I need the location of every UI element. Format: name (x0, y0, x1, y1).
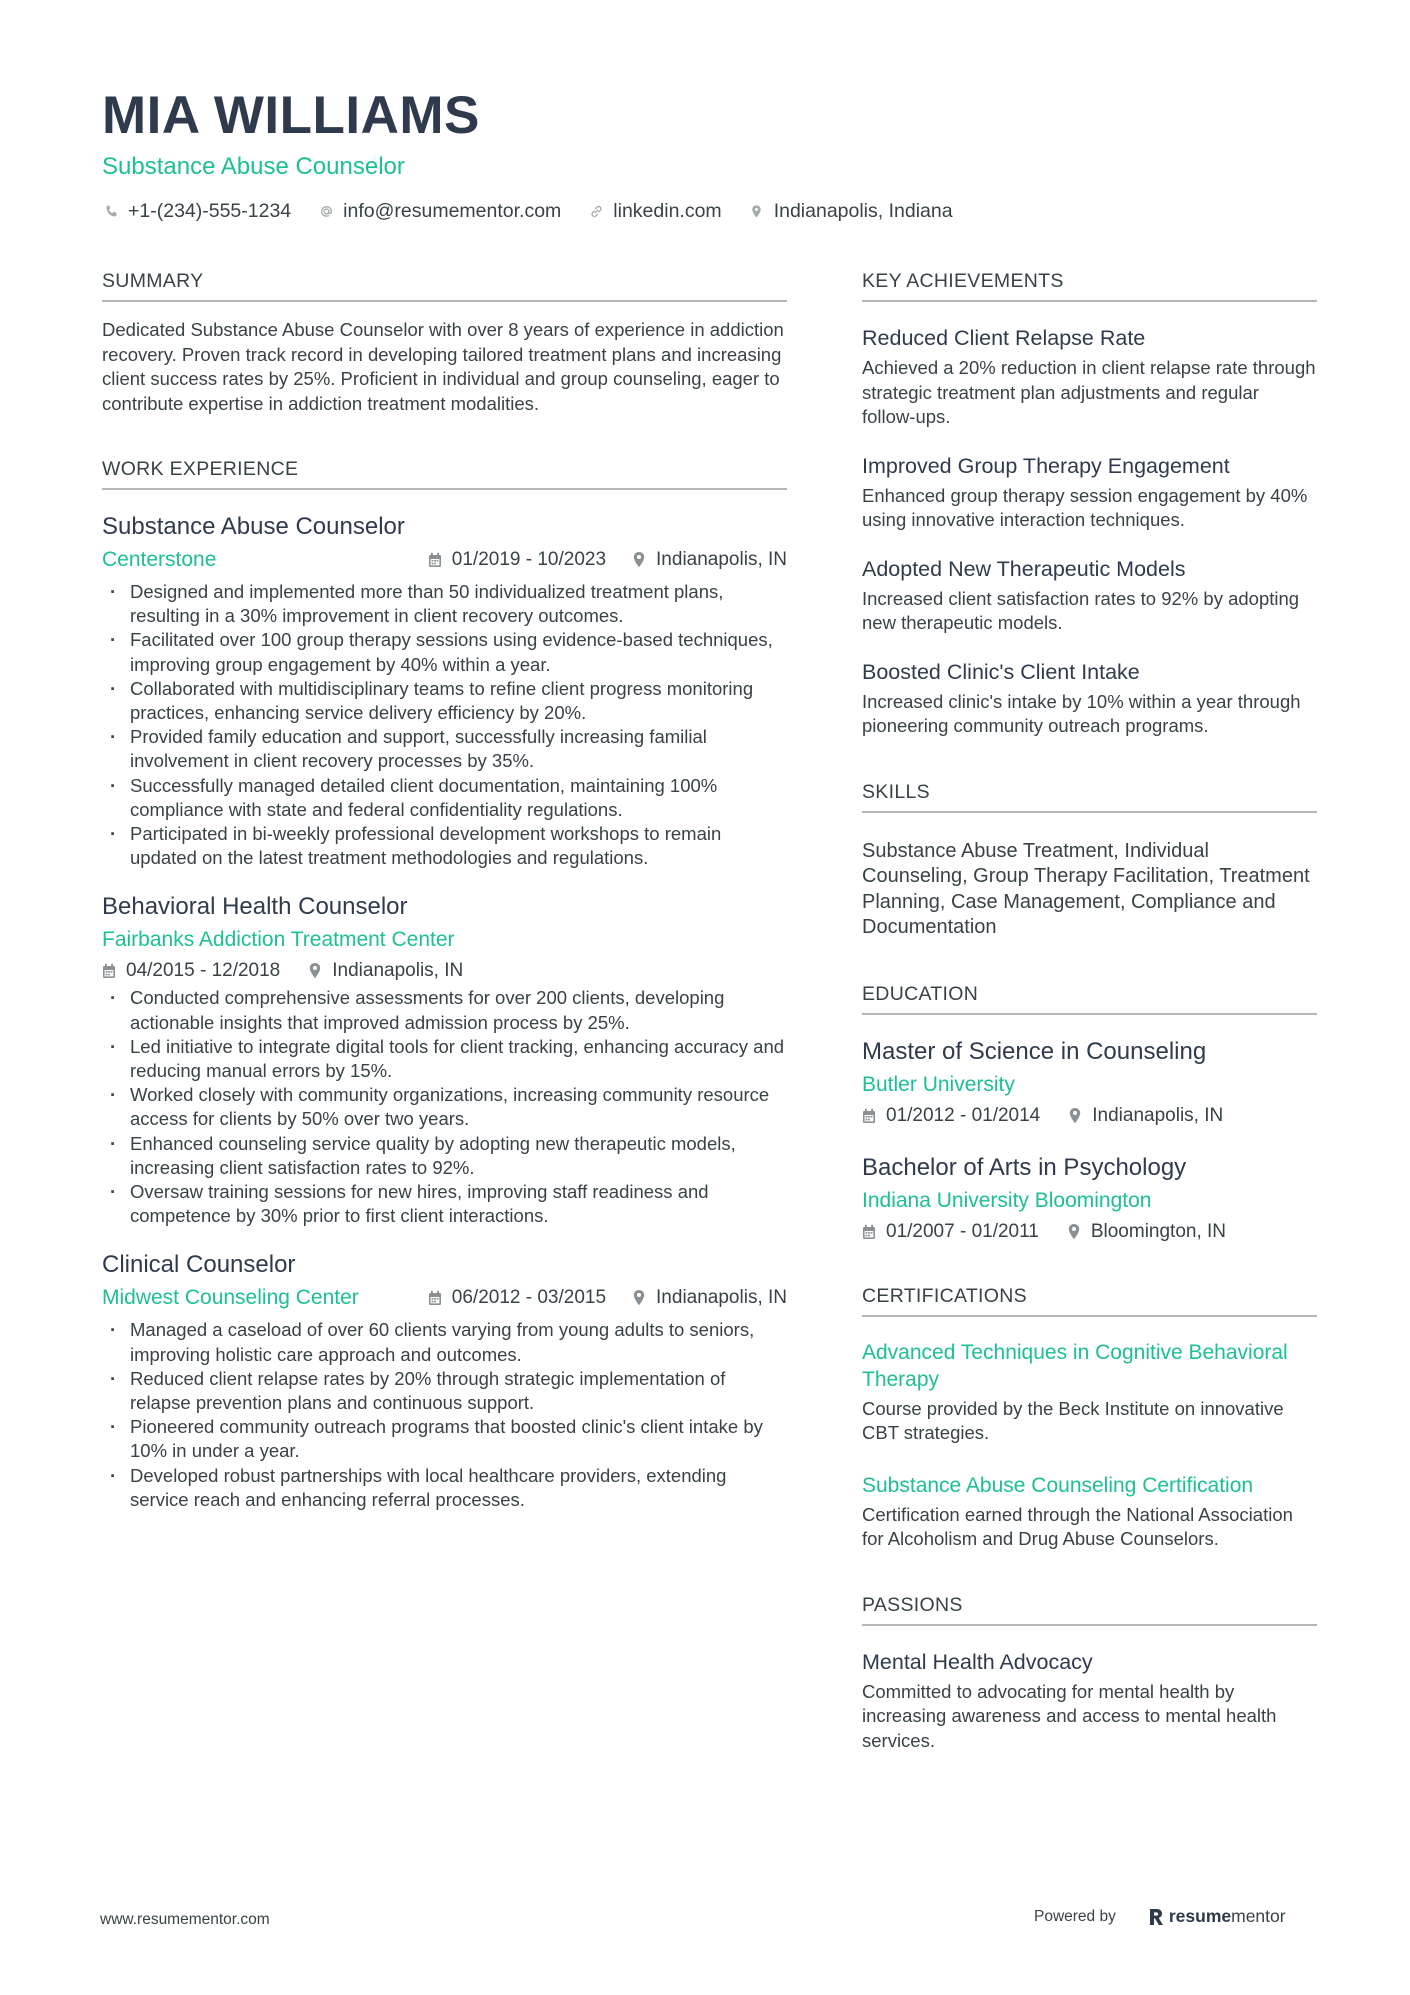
achievement-desc: Increased client satisfaction rates to 92% by adopting new therapeutic models. (862, 587, 1300, 633)
link-icon (587, 203, 605, 221)
edu-location-text: Bloomington, IN (1090, 1220, 1227, 1242)
brand-name-bold: resume (1168, 1906, 1232, 1926)
section-title: SKILLS (862, 779, 1317, 813)
degree: Master of Science in Counseling (862, 1037, 1207, 1065)
calendar-icon (102, 962, 118, 980)
list-item: · Collaborated with multidisciplinary teams to refine client progress monitoring practices, enhancing service delivery efficiency by 20%. (102, 677, 787, 725)
education-item (862, 1153, 1317, 1243)
passions-section (862, 1592, 1317, 1754)
job-location (632, 549, 787, 571)
education-item (862, 1037, 1317, 1127)
job-bullets (102, 1318, 787, 1512)
section-title: WORK EXPERIENCE (102, 456, 787, 490)
job-dates-text: 06/2012 - 03/2015 (451, 1287, 607, 1309)
passion-title: Mental Health Advocacy (862, 1649, 1093, 1674)
job-dates-text: 01/2019 - 10/2023 (451, 549, 607, 570)
education-section (862, 981, 1317, 1243)
list-item: · Led initiative to integrate digital tools for client tracking, enhancing accuracy and reducing manual errors by 15%. (102, 1035, 787, 1083)
certification-title: Substance Abuse Counseling Certification (862, 1473, 1254, 1497)
location-pin-icon (748, 203, 766, 221)
school: Butler University (862, 1072, 1015, 1096)
experience-section (102, 456, 787, 1512)
powered-by-label: Powered by (1034, 1907, 1116, 1925)
job-dates (102, 960, 280, 982)
list-item: · Enhanced counseling service quality by adopting new therapeutic models, increasing client satisfaction rates to 92%. (102, 1132, 787, 1180)
right-column (862, 268, 1317, 1793)
job-entry (102, 1250, 787, 1512)
resumementor-logo-icon (1148, 1907, 1164, 1927)
certifications-section (862, 1283, 1317, 1552)
list-item: · Managed a caseload of over 60 clients varying from young adults to seniors, improving holistic care approach and outcomes. (102, 1318, 787, 1366)
school: Indiana University Bloomington (862, 1188, 1152, 1212)
calendar-icon (862, 1223, 878, 1241)
certification-desc: Course provided by the Beck Institute on innovative CBT strategies. (862, 1397, 1284, 1443)
achievement-item (862, 324, 1317, 430)
list-item: · Facilitated over 100 group therapy sessions using evidence-based techniques, improving group engagement by 40% within a year. (102, 628, 787, 676)
achievement-desc: Enhanced group therapy session engagement by 40% using innovative interaction techniques. (862, 484, 1308, 530)
achievement-desc: Achieved a 20% reduction in client relapse rate through strategic treatment plan adjustments and regular follow-ups. (862, 357, 1316, 427)
list-item: · Worked closely with community organizations, increasing community resource access for clients by 50% over two years. (102, 1083, 787, 1131)
calendar-icon (428, 551, 444, 569)
edu-dates-text: 01/2007 - 01/2011 (886, 1220, 1039, 1242)
job-dates-text: 04/2015 - 12/2018 (126, 960, 281, 982)
section-title: KEY ACHIEVEMENTS (862, 268, 1317, 302)
job-location-text: Indianapolis, IN (656, 1287, 787, 1309)
job-title: Behavioral Health Counselor (102, 893, 408, 921)
achievement-title: Improved Group Therapy Engagement (862, 453, 1230, 478)
degree: Bachelor of Arts in Psychology (862, 1153, 1187, 1181)
achievement-title: Adopted New Therapeutic Models (862, 556, 1186, 581)
list-item: · Participated in bi-weekly professional development workshops to remain updated on the latest treatment methodologies and regulations. (102, 822, 787, 870)
passion-desc: Committed to advocating for mental health by increasing awareness and access to mental health services. (862, 1680, 1277, 1751)
passion-item (862, 1648, 1317, 1754)
list-item: · Conducted comprehensive assessments for over 200 clients, developing actionable insights that improved admission process by 25%. (102, 986, 787, 1034)
section-title: CERTIFICATIONS (862, 1283, 1317, 1317)
edu-location (1067, 1221, 1226, 1243)
summary-text: Dedicated Substance Abuse Counselor with over 8 years of experience in addiction recovery. Proven track record in developing tailored treatment plans and increasing client success rates by 25%. Proficient in individual and group counseling, eager to contribute expertise in addiction treatment modalities. (102, 319, 784, 414)
list-item: · Developed robust partnerships with local healthcare providers, extending service reach and enhancing referral processes. (102, 1464, 787, 1512)
contact-phone-text: +1-(234)-555-1234 (128, 200, 292, 222)
edu-dates (862, 1105, 1040, 1127)
job-location-text: Indianapolis, IN (332, 960, 464, 982)
location-pin-icon (1067, 1223, 1083, 1241)
list-item: · Successfully managed detailed client documentation, maintaining 100% compliance with state and federal confidentiality regulations. (102, 774, 787, 822)
contact-phone (102, 200, 291, 223)
job-title: Substance Abuse Counselor (102, 513, 405, 540)
contact-email[interactable] (317, 200, 561, 223)
candidate-role: Substance Abuse Counselor (102, 153, 405, 180)
achievement-desc: Increased clinic's intake by 10% within a year through pioneering community outreach programs. (862, 690, 1301, 736)
summary-section (102, 268, 787, 416)
job-location-text: Indianapolis, IN (656, 549, 787, 570)
edu-dates-text: 01/2012 - 01/2014 (886, 1104, 1041, 1126)
location-pin-icon (632, 551, 648, 569)
company-name: Fairbanks Addiction Treatment Center (102, 928, 455, 952)
section-title: PASSIONS (862, 1592, 1317, 1626)
calendar-icon (862, 1107, 878, 1125)
achievements-section (862, 268, 1317, 739)
achievement-item (862, 555, 1317, 636)
job-bullets (102, 986, 787, 1228)
job-entry (102, 512, 787, 870)
brand-name-light: mentor (1231, 1906, 1286, 1926)
phone-icon (102, 203, 120, 221)
contact-location-text: Indianapolis, Indiana (773, 200, 953, 222)
at-icon (317, 203, 335, 221)
skills-section (862, 779, 1317, 941)
edu-location (1068, 1105, 1223, 1127)
list-item: · Provided family education and support, successfully increasing familial involvement in client recovery processes by 35%. (102, 725, 787, 773)
job-entry (102, 892, 787, 1228)
footer-website[interactable]: www.resumementor.com (100, 1911, 270, 1928)
edu-location-text: Indianapolis, IN (1092, 1104, 1224, 1126)
achievement-item (862, 658, 1317, 739)
resume-header (102, 86, 1322, 223)
achievement-title: Reduced Client Relapse Rate (862, 326, 1146, 350)
section-title: SUMMARY (102, 268, 787, 302)
company-name: Midwest Counseling Center (102, 1286, 359, 1310)
contact-bar (102, 200, 1322, 223)
job-dates (428, 549, 606, 571)
certification-item (862, 1472, 1317, 1552)
list-item: · Oversaw training sessions for new hires, improving staff readiness and competence by 30% prior to first client interactions. (102, 1180, 787, 1228)
job-location (632, 1287, 787, 1309)
job-dates (428, 1287, 606, 1309)
contact-email-text: info@resumementor.com (343, 200, 562, 222)
job-title: Clinical Counselor (102, 1251, 296, 1279)
company-name: Centerstone (102, 548, 217, 571)
brand-logo[interactable] (1148, 1906, 1286, 1927)
calendar-icon (428, 1289, 444, 1307)
location-pin-icon (308, 962, 324, 980)
footer-branding (1034, 1906, 1286, 1927)
section-title: EDUCATION (862, 981, 1317, 1015)
job-location (308, 960, 463, 982)
certification-title: Advanced Techniques in Cognitive Behavioral Therapy (862, 1340, 1288, 1391)
candidate-name: MIA WILLIAMS (102, 86, 480, 145)
achievement-item (862, 452, 1317, 533)
location-pin-icon (1068, 1107, 1084, 1125)
skills-text: Substance Abuse Treatment, Individual Counseling, Group Therapy Facilitation, Treatment Planning, Case Management, Compliance and Documentation (862, 839, 1310, 938)
left-column (102, 268, 787, 1552)
list-item: · Reduced client relapse rates by 20% through strategic implementation of relapse prevention plans and continuous support. (102, 1367, 787, 1415)
contact-linkedin[interactable] (587, 200, 721, 223)
list-item: · Designed and implemented more than 50 individualized treatment plans, resulting in a 30% improvement in client recovery outcomes. (102, 580, 787, 628)
achievement-title: Boosted Clinic's Client Intake (862, 659, 1140, 684)
list-item: · Pioneered community outreach programs that boosted clinic's client intake by 10% in under a year. (102, 1415, 787, 1463)
contact-linkedin-text: linkedin.com (613, 200, 722, 222)
edu-dates (862, 1221, 1039, 1243)
contact-location (748, 200, 953, 223)
location-pin-icon (632, 1289, 648, 1307)
certification-desc: Certification earned through the National Association for Alcoholism and Drug Abuse Counselors. (862, 1503, 1293, 1549)
job-bullets (102, 580, 787, 870)
certification-item (862, 1339, 1317, 1446)
